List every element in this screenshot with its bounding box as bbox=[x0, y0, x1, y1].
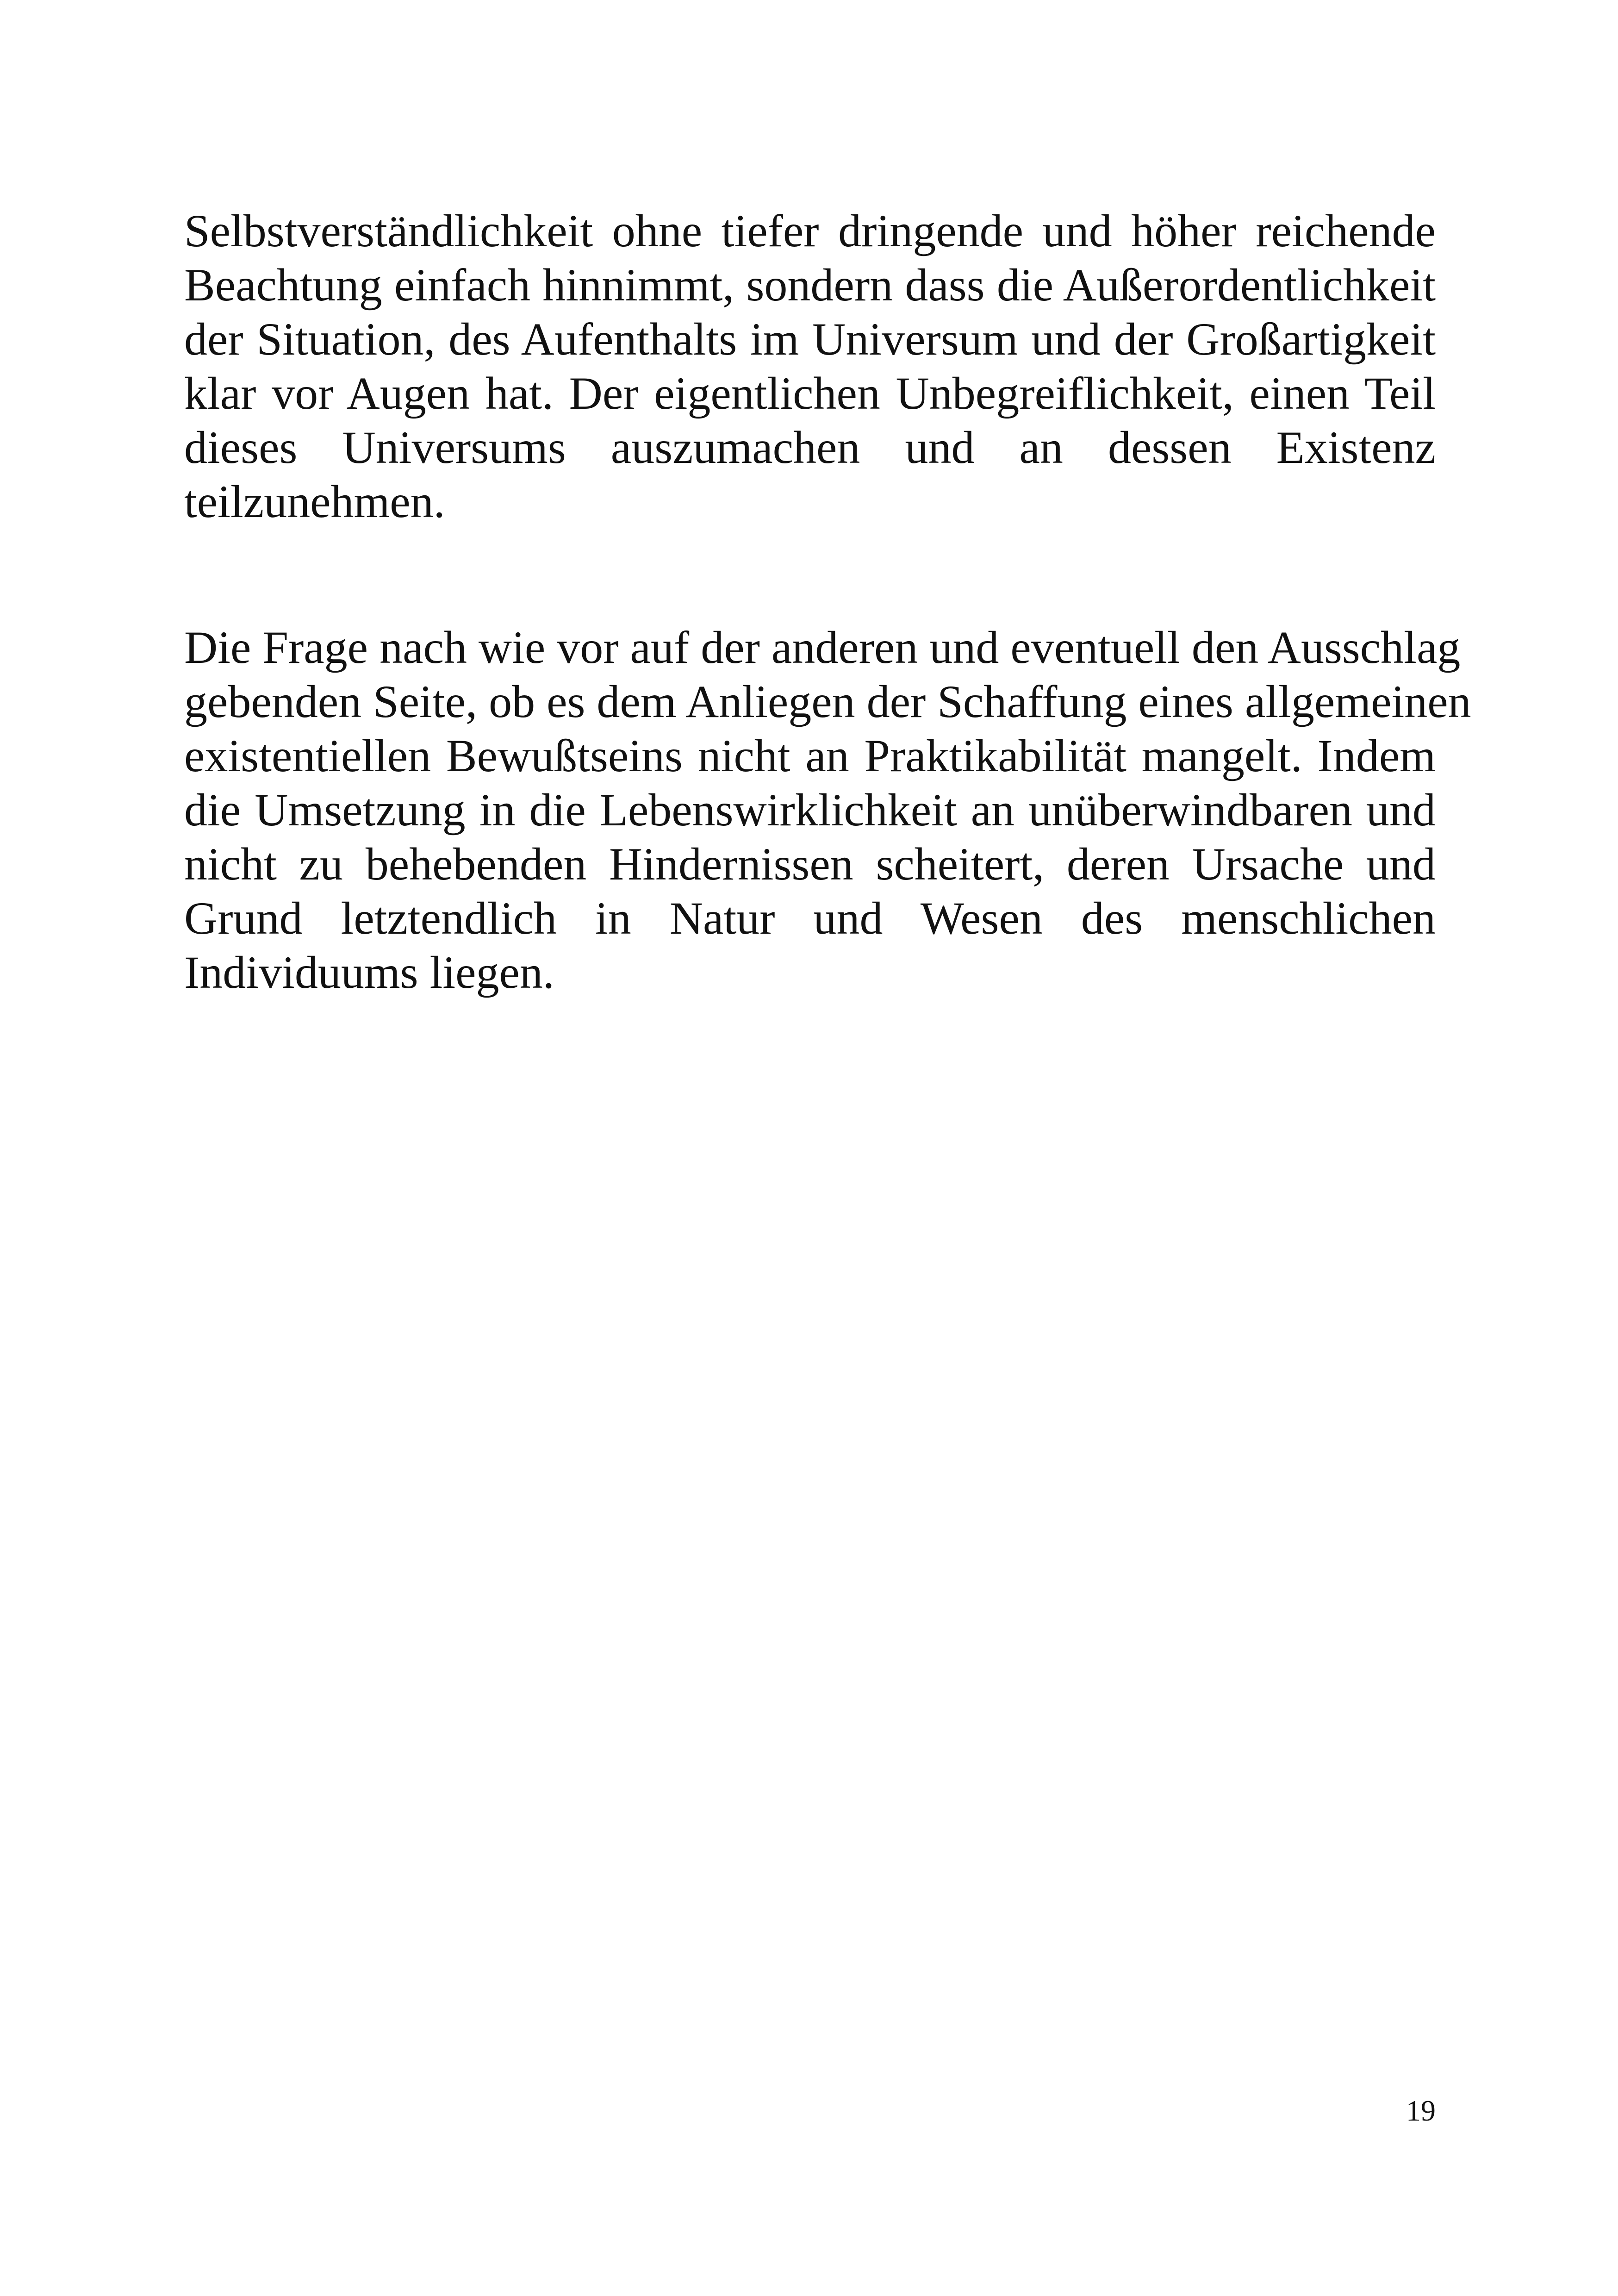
text-line: teilzunehmen. bbox=[184, 476, 445, 527]
text-line: dieses Universums auszumachen und an dessen Existenz bbox=[184, 422, 1436, 473]
text-line: existentiellen Bewußtseins nicht an Praktikabilität mangelt. Indem bbox=[184, 730, 1436, 781]
text-line: Beachtung einfach hinnimmt, sondern dass die Außerordentlichkeit bbox=[184, 259, 1436, 311]
text-line: der Situation, des Aufenthalts im Universum und der Großartigkeit bbox=[184, 313, 1436, 365]
paragraph-1 bbox=[184, 204, 1436, 529]
text-line: Individuums liegen. bbox=[184, 947, 554, 998]
text-line: Grund letztendlich in Natur und Wesen des menschlichen bbox=[184, 892, 1436, 944]
text-line: Selbstverständlichkeit ohne tiefer dringende und höher reichende bbox=[184, 205, 1436, 256]
text-line: Die Frage nach wie vor auf der anderen und eventuell den Ausschlag bbox=[184, 622, 1461, 673]
text-line: nicht zu behebenden Hindernissen scheitert, deren Ursache und bbox=[184, 838, 1436, 890]
text-line: gebenden Seite, ob es dem Anliegen der Schaffung eines allgemeinen bbox=[184, 676, 1471, 727]
text-line: klar vor Augen hat. Der eigentlichen Unbegreiflichkeit, einen Teil bbox=[184, 368, 1436, 419]
page-number: 19 bbox=[1406, 2094, 1436, 2127]
text-line: die Umsetzung in die Lebenswirklichkeit an unüberwindbaren und bbox=[184, 784, 1436, 836]
paragraph-2 bbox=[184, 620, 1471, 999]
